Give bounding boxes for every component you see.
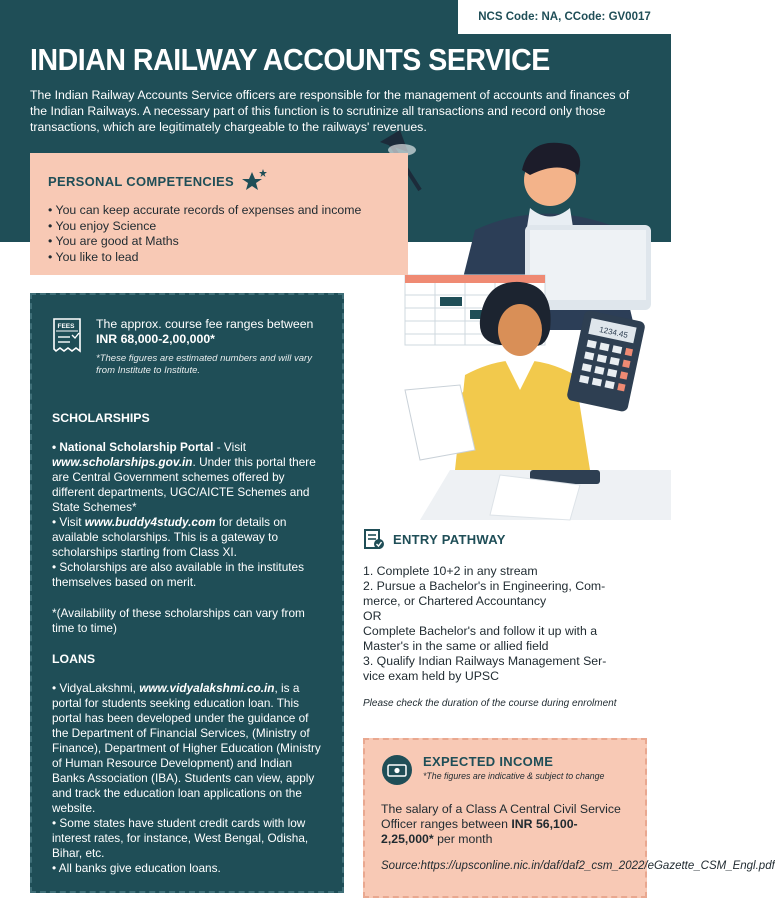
entry-step: vice exam held by UPSC <box>363 669 500 683</box>
list-item: • You are good at Maths <box>48 234 390 250</box>
competencies-list <box>48 203 390 265</box>
entry-steps <box>363 564 653 684</box>
scholarship-text: . Under this portal there are Central Government schemes offered by different departments, UGC/AICTE Schemes and State Schemes* <box>52 455 316 514</box>
entry-step: Master's in the same or allied field <box>363 639 549 653</box>
competencies-heading <box>48 169 390 193</box>
income-text-part: The salary of a Class A Central Civil Service Officer ranges between <box>381 802 621 831</box>
fees-scholarships-loans-panel <box>30 293 344 893</box>
vidyalakshmi-link[interactable]: www.vidyalakshmi.co.in <box>139 681 275 695</box>
money-icon <box>381 754 413 786</box>
loan-text: • Some states have student credit cards with low interest rates, for instance, West Bengal, Odisha, Bihar, etc. <box>52 816 309 860</box>
ncs-code-tag: NCS Code: NA, CCode: GV0017 <box>458 0 671 34</box>
loans-text <box>52 681 322 876</box>
list-item: • You can keep accurate records of expenses and income <box>48 203 390 219</box>
expected-income-card <box>363 738 775 898</box>
woman-face <box>498 304 542 356</box>
entry-step: 2. Pursue a Bachelor's in Engineering, Com- <box>363 579 606 593</box>
entry-pathway-section <box>363 528 653 709</box>
competencies-title: PERSONAL COMPETENCIES <box>48 173 234 189</box>
fees-icon-label: FEES <box>57 323 75 330</box>
entry-note: Please check the duration of the course during enrolment <box>363 698 617 709</box>
fees-amount: INR 68,000-2,00,000* <box>96 332 215 346</box>
entry-pathway-heading <box>363 528 653 550</box>
scholarships-note: *(Availability of these scholarships can vary from time to time) <box>52 606 305 635</box>
intro-text: The Indian Railway Accounts Service officers are responsible for the management of accounts and finances of the Indian Railways. A necessary part of this function is to scrutinize all transactions and record only those transactions, which are legitimately chargeable to the railways' revenues. <box>30 88 630 134</box>
fees-row <box>52 317 322 377</box>
income-text <box>381 802 629 847</box>
scholarship-text: • Visit <box>52 515 85 529</box>
entry-step: merce, or Chartered Accountancy <box>363 594 547 608</box>
fees-description: The approx. course fee ranges between <box>96 317 314 331</box>
entry-step: 3. Qualify Indian Railways Management Ser- <box>363 654 607 668</box>
loan-text: • All banks give education loans. <box>52 861 221 875</box>
fees-note: *These figures are estimated numbers and will vary from Institute to Institute. <box>96 353 312 376</box>
calculator-display: 1234.45 <box>598 325 629 340</box>
scholarship-text: • Scholarships are also available in the institutes themselves based on merit. <box>52 560 305 589</box>
scholarships-gov-link[interactable]: www.scholarships.gov.in <box>52 455 193 469</box>
loan-text: • VidyaLakshmi, <box>52 681 140 695</box>
national-scholarship-label: • National Scholarship Portal <box>52 440 214 454</box>
entry-step: Complete Bachelor's and follow it up with a <box>363 624 598 638</box>
scholarships-heading: SCHOLARSHIPS <box>52 411 150 425</box>
entry-step: OR <box>363 609 382 623</box>
scholarship-text: for details on available scholarships. This is a gateway to scholarships starting from Class XI. <box>52 515 287 559</box>
buddy4study-link[interactable]: www.buddy4study.com <box>84 515 216 529</box>
income-text-part: per month <box>433 832 493 846</box>
income-heading <box>381 754 629 786</box>
list-item: • You enjoy Science <box>48 219 390 235</box>
income-title: EXPECTED INCOME <box>423 754 554 769</box>
fees-receipt-icon <box>52 317 82 355</box>
office-illustration <box>380 130 671 520</box>
income-source-link[interactable]: Source:https://upsconline.nic.in/daf/daf2_csm_2022/eGazette_CSM_Engl.pdf <box>381 860 775 872</box>
star-icon <box>240 169 268 193</box>
loan-text: , is a portal for students seeking education loan. This portal has been developed under the guidance of the Department of Financial Services, (Ministry of Finance), Department of Higher Education (Ministry of Human Resource Development) and Indian Banks Association (IBA). Students can view, apply and track the education loan applications on the website. <box>52 681 321 815</box>
fees-text-block <box>96 317 322 377</box>
scholarships-text <box>52 440 322 590</box>
personal-competencies-card <box>30 153 408 275</box>
income-amount: INR 56,100- 2,25,000* <box>381 817 578 846</box>
page-title: INDIAN RAILWAY ACCOUNTS SERVICE <box>30 42 550 77</box>
loans-heading: LOANS <box>52 652 96 666</box>
entry-pathway-title: ENTRY PATHWAY <box>393 531 506 547</box>
checklist-icon <box>363 528 385 550</box>
list-item: • You like to lead <box>48 250 390 266</box>
scholarship-text: - Visit <box>213 440 247 454</box>
entry-step: 1. Complete 10+2 in any stream <box>363 564 538 578</box>
income-subtitle: *The figures are indicative & subject to change <box>423 771 605 781</box>
